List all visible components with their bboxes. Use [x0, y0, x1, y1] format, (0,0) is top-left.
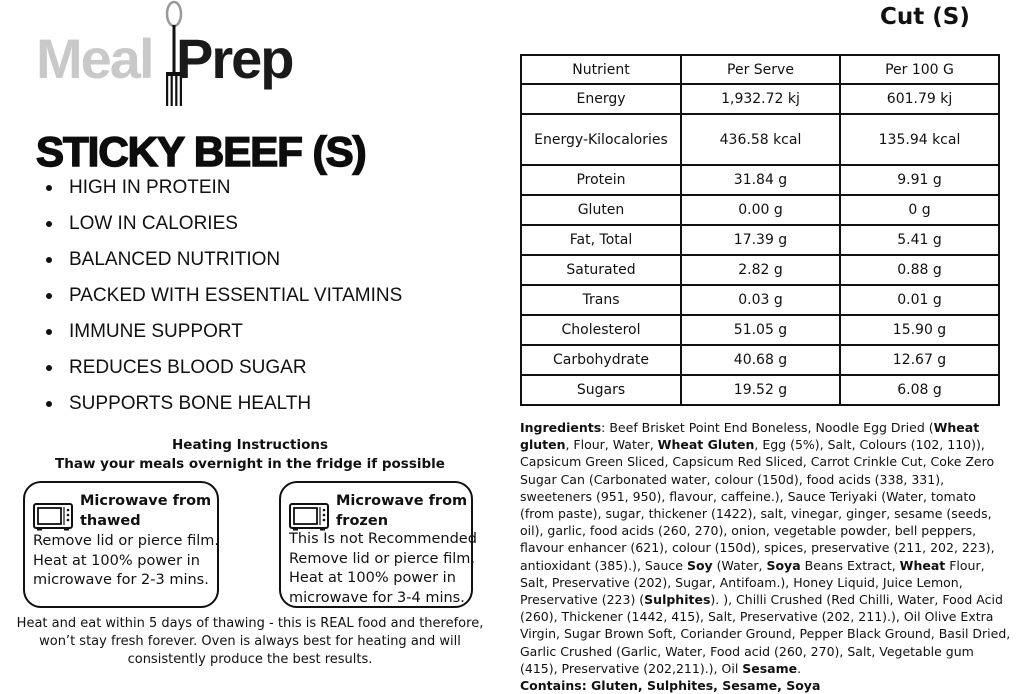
- frozen-instructions: This Is not Recommended Remove lid or pierce film. Heat at 100% power in microwave for 3-4 mins.: [289, 531, 477, 606]
- per-100g-value: 9.91 g: [840, 165, 999, 195]
- per-serve-value: 51.05 g: [681, 315, 840, 345]
- table-row: [521, 114, 999, 165]
- ingredient-text: Flour, Salt, Preservative (202), Sugar, Antifoam.), Honey Liquid, Juice Lemon, Preservative (223) (: [520, 557, 985, 608]
- benefit-item: HIGH IN PROTEIN: [38, 170, 402, 206]
- table-header-row: [521, 55, 999, 84]
- ingredient-text: (Water,: [712, 557, 767, 573]
- per-serve-value: 1,932.72 kj: [681, 84, 840, 114]
- nutrient-name: Sugars: [521, 375, 681, 405]
- per-serve-value: 31.84 g: [681, 165, 840, 195]
- column-header: Nutrient: [521, 55, 681, 84]
- mealprep-logo: [36, 0, 316, 110]
- nutrient-name: Energy-Kilocalories: [521, 114, 681, 165]
- allergen-highlight: Soy: [686, 557, 713, 573]
- benefit-item: REDUCES BLOOD SUGAR: [38, 350, 402, 386]
- benefit-item: LOW IN CALORIES: [38, 206, 402, 242]
- per-serve-value: 17.39 g: [681, 225, 840, 255]
- per-serve-value: 2.82 g: [681, 255, 840, 285]
- nutrient-name: Gluten: [521, 195, 681, 225]
- microwave-icon: [289, 503, 329, 531]
- nutrient-name: Saturated: [521, 255, 681, 285]
- thawed-instructions: Remove lid or pierce film. Heat at 100% power in microwave for 2-3 mins.: [33, 533, 219, 588]
- benefit-item: IMMUNE SUPPORT: [38, 314, 402, 350]
- nutrient-name: Trans: [521, 285, 681, 315]
- cut-label: Cut (S): [880, 4, 970, 30]
- per-100g-value: 6.08 g: [840, 375, 999, 405]
- heating-subtitle: Thaw your meals overnight in the fridge if possible: [55, 456, 445, 472]
- benefit-item: PACKED WITH ESSENTIAL VITAMINS: [38, 278, 402, 314]
- microwave-thawed-box: [23, 481, 219, 608]
- benefits-list: [38, 170, 402, 422]
- per-serve-value: 19.52 g: [681, 375, 840, 405]
- ingredient-text: Beans Extract,: [800, 557, 900, 573]
- benefit-item: BALANCED NUTRITION: [38, 242, 402, 278]
- per-serve-value: 40.68 g: [681, 345, 840, 375]
- table-row: [521, 345, 999, 375]
- logo-meal-text: Meal: [36, 27, 153, 90]
- microwave-frozen-box: [279, 481, 477, 608]
- allergens-contains: Contains: Gluten, Sulphites, Sesame, Soya: [520, 678, 821, 694]
- table-row: [521, 165, 999, 195]
- nutrient-name: Fat, Total: [521, 225, 681, 255]
- allergen-highlight: Soya: [766, 557, 801, 573]
- column-header: Per 100 G: [840, 55, 999, 84]
- per-100g-value: 601.79 kj: [840, 84, 999, 114]
- microwave-icon: [33, 503, 73, 531]
- allergen-highlight: Wheat: [899, 557, 946, 573]
- allergen-highlight: Ingredients: [520, 420, 602, 435]
- allergen-highlight: Sesame: [742, 660, 798, 676]
- table-row: [521, 225, 999, 255]
- table-row: [521, 255, 999, 285]
- nutrition-table: [520, 54, 1000, 406]
- allergen-highlight: Wheat gluten: [520, 420, 980, 453]
- ingredient-text: , Flour, Water,: [565, 437, 658, 453]
- nutrient-name: Protein: [521, 165, 681, 195]
- column-header: Per Serve: [681, 55, 840, 84]
- per-100g-value: 0 g: [840, 195, 999, 225]
- heating-title: Heating Instructions: [171, 437, 328, 453]
- table-row: [521, 375, 999, 405]
- nutrient-name: Carbohydrate: [521, 345, 681, 375]
- per-100g-value: 0.88 g: [840, 255, 999, 285]
- table-row: [521, 195, 999, 225]
- per-serve-value: 0.03 g: [681, 285, 840, 315]
- nutrient-name: Cholesterol: [521, 315, 681, 345]
- ingredient-text: ). ), Chilli Crushed (Red Chilli, Water, Food Acid (260), Thickener (1442, 415), Salt, Preservative (202, 211).), Oil Olive Extra Virgin, Sugar Brown Soft, Coriander Ground, Pepper Black Ground, Basil Dried, Garlic Crushed (Garlic, Water, Food acid (260, 270), Salt, Vegetable gum (415), Preservative (202,211).), Oil: [520, 592, 1011, 676]
- table-row: [521, 84, 999, 114]
- per-100g-value: 15.90 g: [840, 315, 999, 345]
- per-100g-value: 5.41 g: [840, 225, 999, 255]
- product-title: STICKY BEEF (S): [36, 128, 366, 175]
- allergen-highlight: Wheat Gluten: [657, 437, 755, 453]
- thawed-heading: Microwave from thawed: [80, 493, 212, 529]
- heating-footer-note: Heat and eat within 5 days of thawing - this is REAL food and therefore, won’t stay fresh forever. Oven is always best for heating and will consistently produce the best results.: [16, 616, 484, 667]
- allergen-highlight: Sulphites: [644, 592, 711, 608]
- ingredient-text: : Beef Brisket Point End Boneless, Noodle Egg Dried (: [601, 420, 934, 435]
- ingredients-section: [520, 419, 1012, 694]
- per-100g-value: 12.67 g: [840, 345, 999, 375]
- per-100g-value: 0.01 g: [840, 285, 999, 315]
- ingredient-text: .: [797, 660, 802, 676]
- per-serve-value: 436.58 kcal: [681, 114, 840, 165]
- per-serve-value: 0.00 g: [681, 195, 840, 225]
- nutrient-name: Energy: [521, 84, 681, 114]
- frozen-heading: Microwave from frozen: [336, 493, 468, 529]
- ingredient-text: , Egg (5%), Salt, Colours (102, 110)), Capsicum Green Sliced, Capsicum Red Sliced, Carrot Crinkle Cut, Coke Zero Sugar Can (Carbonated water, colour (150d), food acids (338, 331), sweeteners (951, 950), flavour, caffeine.), Sauce Teriyaki (Water, tomato (from paste), sugar, thickener (1422), salt, vinegar, ginger, sesame (seeds, oil), garlic, food acids (260, 270), onion, vegetable powder, bell peppers, flavour enhancer (621), colour (150d), spices, preservative (211, 202, 223), antioxidant (385).), Sauce: [520, 437, 995, 573]
- benefit-item: SUPPORTS BONE HEALTH: [38, 386, 402, 422]
- table-row: [521, 315, 999, 345]
- ingredients-text: [520, 419, 1012, 677]
- logo-prep-text: Prep: [176, 27, 293, 90]
- table-row: [521, 285, 999, 315]
- per-100g-value: 135.94 kcal: [840, 114, 999, 165]
